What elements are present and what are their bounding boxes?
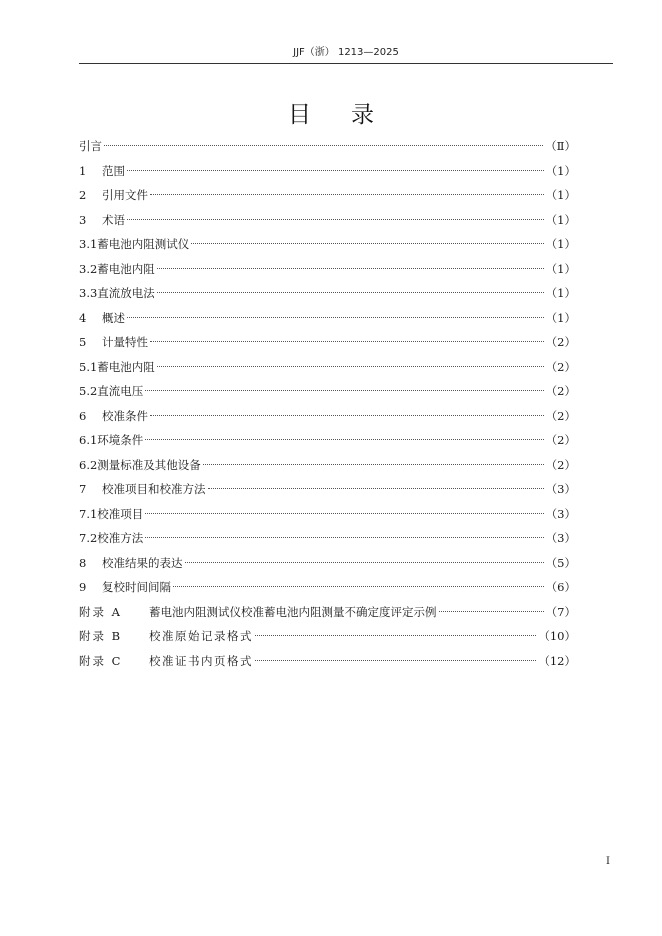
toc-entry-title: 蓄电池内阻 [97,261,155,276]
toc-dot-leader [145,513,543,514]
toc-entry[interactable] [79,257,576,282]
toc-dot-leader [173,586,544,587]
toc-entry[interactable] [79,526,576,551]
toc-entry-title: 校准结果的表达 [102,555,183,570]
toc-entry-page: （Ⅱ） [545,139,576,153]
toc-entry-title: 计量特性 [102,335,148,349]
toc-entry[interactable] [79,575,576,600]
toc-dot-leader [104,145,543,146]
toc-entry[interactable] [79,232,576,257]
toc-dot-leader [150,341,544,342]
toc-dot-leader [127,219,544,220]
toc-entry-title: 校准方法 [97,531,144,545]
toc-entry-page: （5） [545,555,576,570]
toc-title-char-2: 录 [351,102,374,128]
toc-entry-page: （1） [545,310,576,325]
toc-entry-page: （6） [545,580,576,594]
toc-entry-title: 校准原始记录格式 [149,629,253,643]
toc-entry-page: （2） [545,384,576,398]
toc-title-char-1: 目 [288,102,311,128]
toc-entry-page: （7） [545,604,576,619]
toc-entry-title: 蓄电池内阻 [97,359,155,374]
toc-entry-page: （2） [545,408,576,423]
toc-entry-number: 2 [79,188,87,202]
table-of-contents [79,134,576,673]
toc-entry-number: 6.1 [79,433,98,447]
toc-dot-leader [185,562,544,563]
toc-entry[interactable] [79,208,576,233]
toc-entry-page: （1） [545,188,576,202]
toc-dot-leader [208,488,544,489]
toc-dot-leader [157,366,544,367]
toc-entry-title: 直流放电法 [97,286,155,300]
toc-dot-leader [145,439,543,440]
toc-entry-page: （1） [545,163,576,178]
toc-entry-title: 引言 [79,139,102,153]
toc-entry[interactable] [79,624,576,649]
toc-entry-title: 校准证书内页格式 [149,653,253,668]
toc-entry-page: （1） [545,286,576,300]
toc-dot-leader [439,611,544,612]
toc-entry-title: 校准条件 [102,408,148,423]
toc-dot-leader [127,317,544,318]
toc-entry-number: 4 [79,310,87,325]
toc-entry-number: 6 [79,408,87,423]
toc-entry-title: 环境条件 [97,433,144,447]
toc-entry-number: 3 [79,212,87,227]
toc-dot-leader [191,243,543,244]
running-header-title: JJF（浙） 1213—2025 [293,47,399,58]
toc-entry-number: 7 [79,482,87,496]
toc-entry-page: （12） [538,653,576,668]
toc-entry-number: 3.1 [79,237,98,251]
toc-entry-title: 概述 [102,310,125,325]
toc-dot-leader [145,390,543,391]
toc-entry-number: 5.1 [79,359,98,374]
toc-dot-leader [203,464,544,465]
toc-entry[interactable] [79,477,576,502]
toc-entry-number: 5 [79,335,87,349]
toc-dot-leader [127,170,544,171]
toc-entry-title: 蓄电池内阻测试仪校准蓄电池内阻测量不确定度评定示例 [149,604,437,619]
toc-entry[interactable] [79,428,576,453]
toc-entry-number: 附录 A [79,604,122,619]
toc-entry-page: （2） [545,457,576,472]
toc-entry-number: 附录 B [79,629,123,643]
toc-entry-number: 3.3 [79,286,98,300]
toc-dot-leader [255,660,536,661]
toc-entry[interactable] [79,355,576,380]
toc-entry-number: 9 [79,580,87,594]
toc-entry[interactable] [79,453,576,478]
page-number: I [606,856,610,867]
toc-entry[interactable] [79,159,576,184]
toc-entry-page: （2） [545,359,576,374]
toc-entry-number: 1 [79,163,87,178]
toc-entry[interactable] [79,379,576,404]
toc-entry[interactable] [79,281,576,306]
toc-entry-title: 校准项目 [97,506,144,521]
toc-entry-page: （2） [545,433,576,447]
toc-entry[interactable] [79,404,576,429]
toc-entry[interactable] [79,306,576,331]
toc-entry[interactable] [79,649,576,674]
toc-dot-leader [157,292,544,293]
toc-entry[interactable] [79,551,576,576]
toc-dot-leader [145,537,543,538]
toc-entry[interactable] [79,183,576,208]
toc-entry-title: 复校时间间隔 [102,580,171,594]
toc-entry-page: （2） [545,335,576,349]
toc-entry[interactable] [79,134,576,159]
toc-entry-page: （1） [545,261,576,276]
running-header [79,46,613,64]
toc-dot-leader [255,635,536,636]
toc-entry-page: （3） [545,531,576,545]
toc-entry-number: 6.2 [79,457,98,472]
toc-entry[interactable] [79,502,576,527]
toc-entry-title: 测量标准及其他设备 [97,457,201,472]
toc-entry-number: 附录 C [79,653,123,668]
toc-entry-title: 校准项目和校准方法 [102,482,206,496]
toc-entry-number: 3.2 [79,261,98,276]
toc-entry-title: 引用文件 [102,188,148,202]
toc-dot-leader [157,268,544,269]
toc-entry-number: 7.1 [79,506,98,521]
toc-entry-page: （3） [545,506,576,521]
toc-entry[interactable] [79,600,576,625]
toc-entry-title: 范围 [102,163,125,178]
toc-entry-number: 7.2 [79,531,98,545]
toc-entry-page: （1） [545,212,576,227]
toc-entry-page: （3） [545,482,576,496]
toc-entry-title: 术语 [102,212,125,227]
toc-entry-page: （10） [538,629,576,643]
toc-entry[interactable] [79,330,576,355]
toc-dot-leader [150,194,544,195]
toc-entry-number: 5.2 [79,384,98,398]
toc-entry-title: 蓄电池内阻测试仪 [97,237,190,251]
toc-dot-leader [150,415,544,416]
toc-title [0,98,662,132]
toc-entry-page: （1） [545,237,576,251]
toc-entry-title: 直流电压 [97,384,144,398]
toc-entry-number: 8 [79,555,87,570]
